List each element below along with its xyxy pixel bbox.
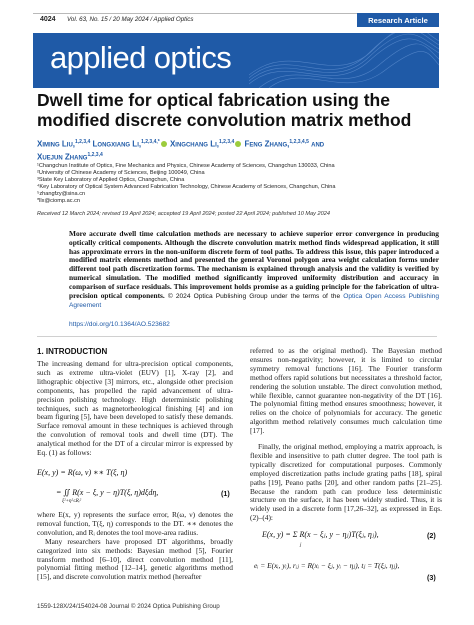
section-divider bbox=[37, 336, 437, 337]
section-heading: 1. INTRODUCTION bbox=[37, 347, 108, 356]
history-dates: Received 12 March 2024; revised 19 April 2024; accepted 19 April 2024; posted 22 April 2024; published 10 May 2024 bbox=[37, 211, 330, 217]
intro-paragraph bbox=[250, 443, 442, 523]
contact-email[interactable]: *llx@ciomp.ac.cn bbox=[37, 197, 80, 204]
affiliations bbox=[37, 163, 447, 204]
abstract bbox=[69, 230, 439, 311]
equation-1-line-b bbox=[56, 488, 158, 497]
equation-2 bbox=[262, 530, 379, 539]
paragraph-text: The increasing demand for ultra-precision optical components, such as extreme ultra-violet (EUV) [1], X-ray [2], and lithographic objective [3] mirrors, etc., alongside other precision components, has propelled the rapid advancement of ultra-precision polishing technology. High deterministic polishing techniques, such as magnetorheological finishing [4] and ion beam figuring [5], have been developed to satisfy these demands. Surface removal amount in these techniques is achieved through the convolution of removal tools and dwell time (DT). The analytical method for the DT of a circular mirror is expressed by Eq. (1) as follows: bbox=[37, 359, 233, 458]
author-list bbox=[37, 137, 437, 162]
equation-number: (2) bbox=[427, 531, 436, 540]
author-affil-sup: 1,2,3,4,5 bbox=[289, 139, 309, 145]
volume-info: Vol. 63, No. 15 / 20 May 2024 / Applied Optics bbox=[67, 16, 194, 23]
equation-text: E(x, y) = Σ R(x − ξⱼ, y − ηⱼ)T(ξⱼ, ηⱼ), bbox=[262, 530, 379, 539]
author-name[interactable]: Xingchang Li, bbox=[169, 139, 219, 149]
equation-1-line-a bbox=[37, 468, 127, 477]
paragraph-text: Many researchers have proposed DT algorithms, broadly categorized into six methods: Bayesian method [5], Fourier transform method [6–10], direct convolution method [11], polynomial fitting method [12–14], genetic algorithms method [15], and discrete convolution matrix method (hereafter bbox=[37, 536, 233, 582]
author-name[interactable]: Feng Zhang, bbox=[244, 139, 290, 149]
equation-number: (3) bbox=[427, 573, 436, 582]
author-affil-sup: 1,2,3,4 bbox=[75, 139, 91, 145]
contact-email[interactable]: ⁵zhangfzy@sina.cn bbox=[37, 190, 86, 197]
journal-logo: applied optics bbox=[50, 40, 232, 75]
author-affil-sup: 1,2,3,4 bbox=[87, 151, 103, 158]
affiliation-line: ³State Key Laboratory of Applied Optics, Changchun, China bbox=[37, 176, 185, 183]
author-name[interactable]: Longxiang Li, bbox=[92, 139, 142, 149]
banner-wave-graphic bbox=[249, 33, 439, 88]
equation-text: = ∬ R(x − ξ, y − η)T(ξ, η)dξdη, bbox=[56, 488, 159, 497]
paragraph-text: referred to as the original method). The Bayesian method ensures non-negativity; however, it is limited to circular symmetry removal functions [16]. The Fourier transform method offers rapid solutions but necessitates a threshold factor, rendering the solution unstable. The direct convolution method, while flexible, cannot guarantee non-negativity of the DT [16]. The polynomial fitting method ensures smoothness; however, it relies on the choice of polynomials for accuracy. The genetic algorithm method relatively consumes much calculation time [17]. bbox=[250, 346, 442, 436]
author-name[interactable]: Ximing Liu, bbox=[37, 139, 75, 149]
intro-paragraph bbox=[250, 347, 442, 436]
author-affil-sup: 1,2,3,4,* bbox=[141, 139, 160, 145]
author-name[interactable]: Xuejun Zhang bbox=[37, 152, 88, 162]
article-title: Dwell time for optical fabrication using the modified discrete convolution matrix method bbox=[37, 90, 412, 130]
copyright-text: © 2024 Optica Publishing Group under the terms of the bbox=[167, 292, 341, 300]
affiliation-line: ¹Changchun Institute of Optics, Fine Mechanics and Physics, Chinese Academy of Sciences, Changchun 130033, China bbox=[37, 163, 335, 169]
equation-text: E(x, y) = R(ω, ν) ∗∗ T(ξ, η) bbox=[37, 468, 128, 477]
page-number: 4024 bbox=[40, 16, 56, 23]
intro-paragraph bbox=[37, 360, 233, 458]
equation-limits: ξ²+η²≤Rᵢ² bbox=[62, 499, 82, 504]
orcid-icon[interactable] bbox=[235, 141, 241, 147]
author-affil-sup: 1,2,3,4 bbox=[218, 139, 235, 145]
article-type-badge: Research Article bbox=[357, 13, 439, 27]
equation-3 bbox=[254, 561, 399, 570]
paragraph-text: Finally, the original method, employing a matrix approach, is flexible and insensitive to path clutter degree. The tool path is typically discretized for computational purposes. Commonly employed discretization paths include grating paths [18], spiral paths [19], Peano paths [20], and other random paths [21–25]. Because the random path can produce less deterministic structure on the surface, it has been widely studied. Thus, it is widely used in a discrete form [17,26–32], as expressed in Eqs. (2)–(4): bbox=[250, 442, 442, 523]
affiliation-line: ²University of Chinese Academy of Sciences, Beijing 100049, China bbox=[37, 169, 205, 176]
equation-text: eᵢ = E(xᵢ, yᵢ), rᵢⱼ = R(xᵢ − ξⱼ, yᵢ − ηⱼ), tⱼ = T(ξⱼ, ηⱼ), bbox=[254, 561, 400, 570]
orcid-icon[interactable] bbox=[161, 141, 167, 147]
doi-link[interactable]: https://doi.org/10.1364/AO.523682 bbox=[69, 321, 170, 328]
footer-issn: 1559-128X/24/154024-08 Journal © 2024 Optica Publishing Group bbox=[37, 603, 220, 610]
equation-2-sub bbox=[300, 543, 301, 548]
abstract-text: More accurate dwell time calculation methods are necessary to achieve superior error convergence in producing optically critical components. Although the discrete convolution matrix method finds widespread application, it still has approximate errors in the non-uniform discrete form of tool paths. To address this issue, this paper introduced a modified matrix elements method and presented the general Voronoi polygon area weight calculation forms under different tool path discretization forms. The mechanism is explained through analysis and the validity is verified by numerical simulation. The modified method significantly improved uniformity distribution and accuracy in comparison of surface residuals. This improvement holds promise as a guiding principle for the fabrication of ultra-precision optical components. bbox=[69, 229, 439, 300]
license-link[interactable]: Optica Open Access Publishing Agreement bbox=[69, 292, 439, 310]
equation-1-limits bbox=[62, 499, 81, 504]
author-and: and bbox=[311, 139, 325, 149]
paragraph-text: where E(x, y) represents the surface error, R(ω, ν) denotes the removal function, T(ξ, η) corresponds to the DT. ∗∗ denotes the convolution, and Rᵢ denotes the tool move-area radius. bbox=[37, 510, 233, 537]
equation-subscript: j bbox=[300, 543, 302, 548]
affiliation-line: ⁴Key Laboratory of Optical System Advanced Fabrication Technology, Chinese Academy of Sciences, Changchun, China bbox=[37, 183, 336, 190]
equation-number: (1) bbox=[221, 489, 230, 498]
intro-paragraph bbox=[37, 511, 233, 582]
